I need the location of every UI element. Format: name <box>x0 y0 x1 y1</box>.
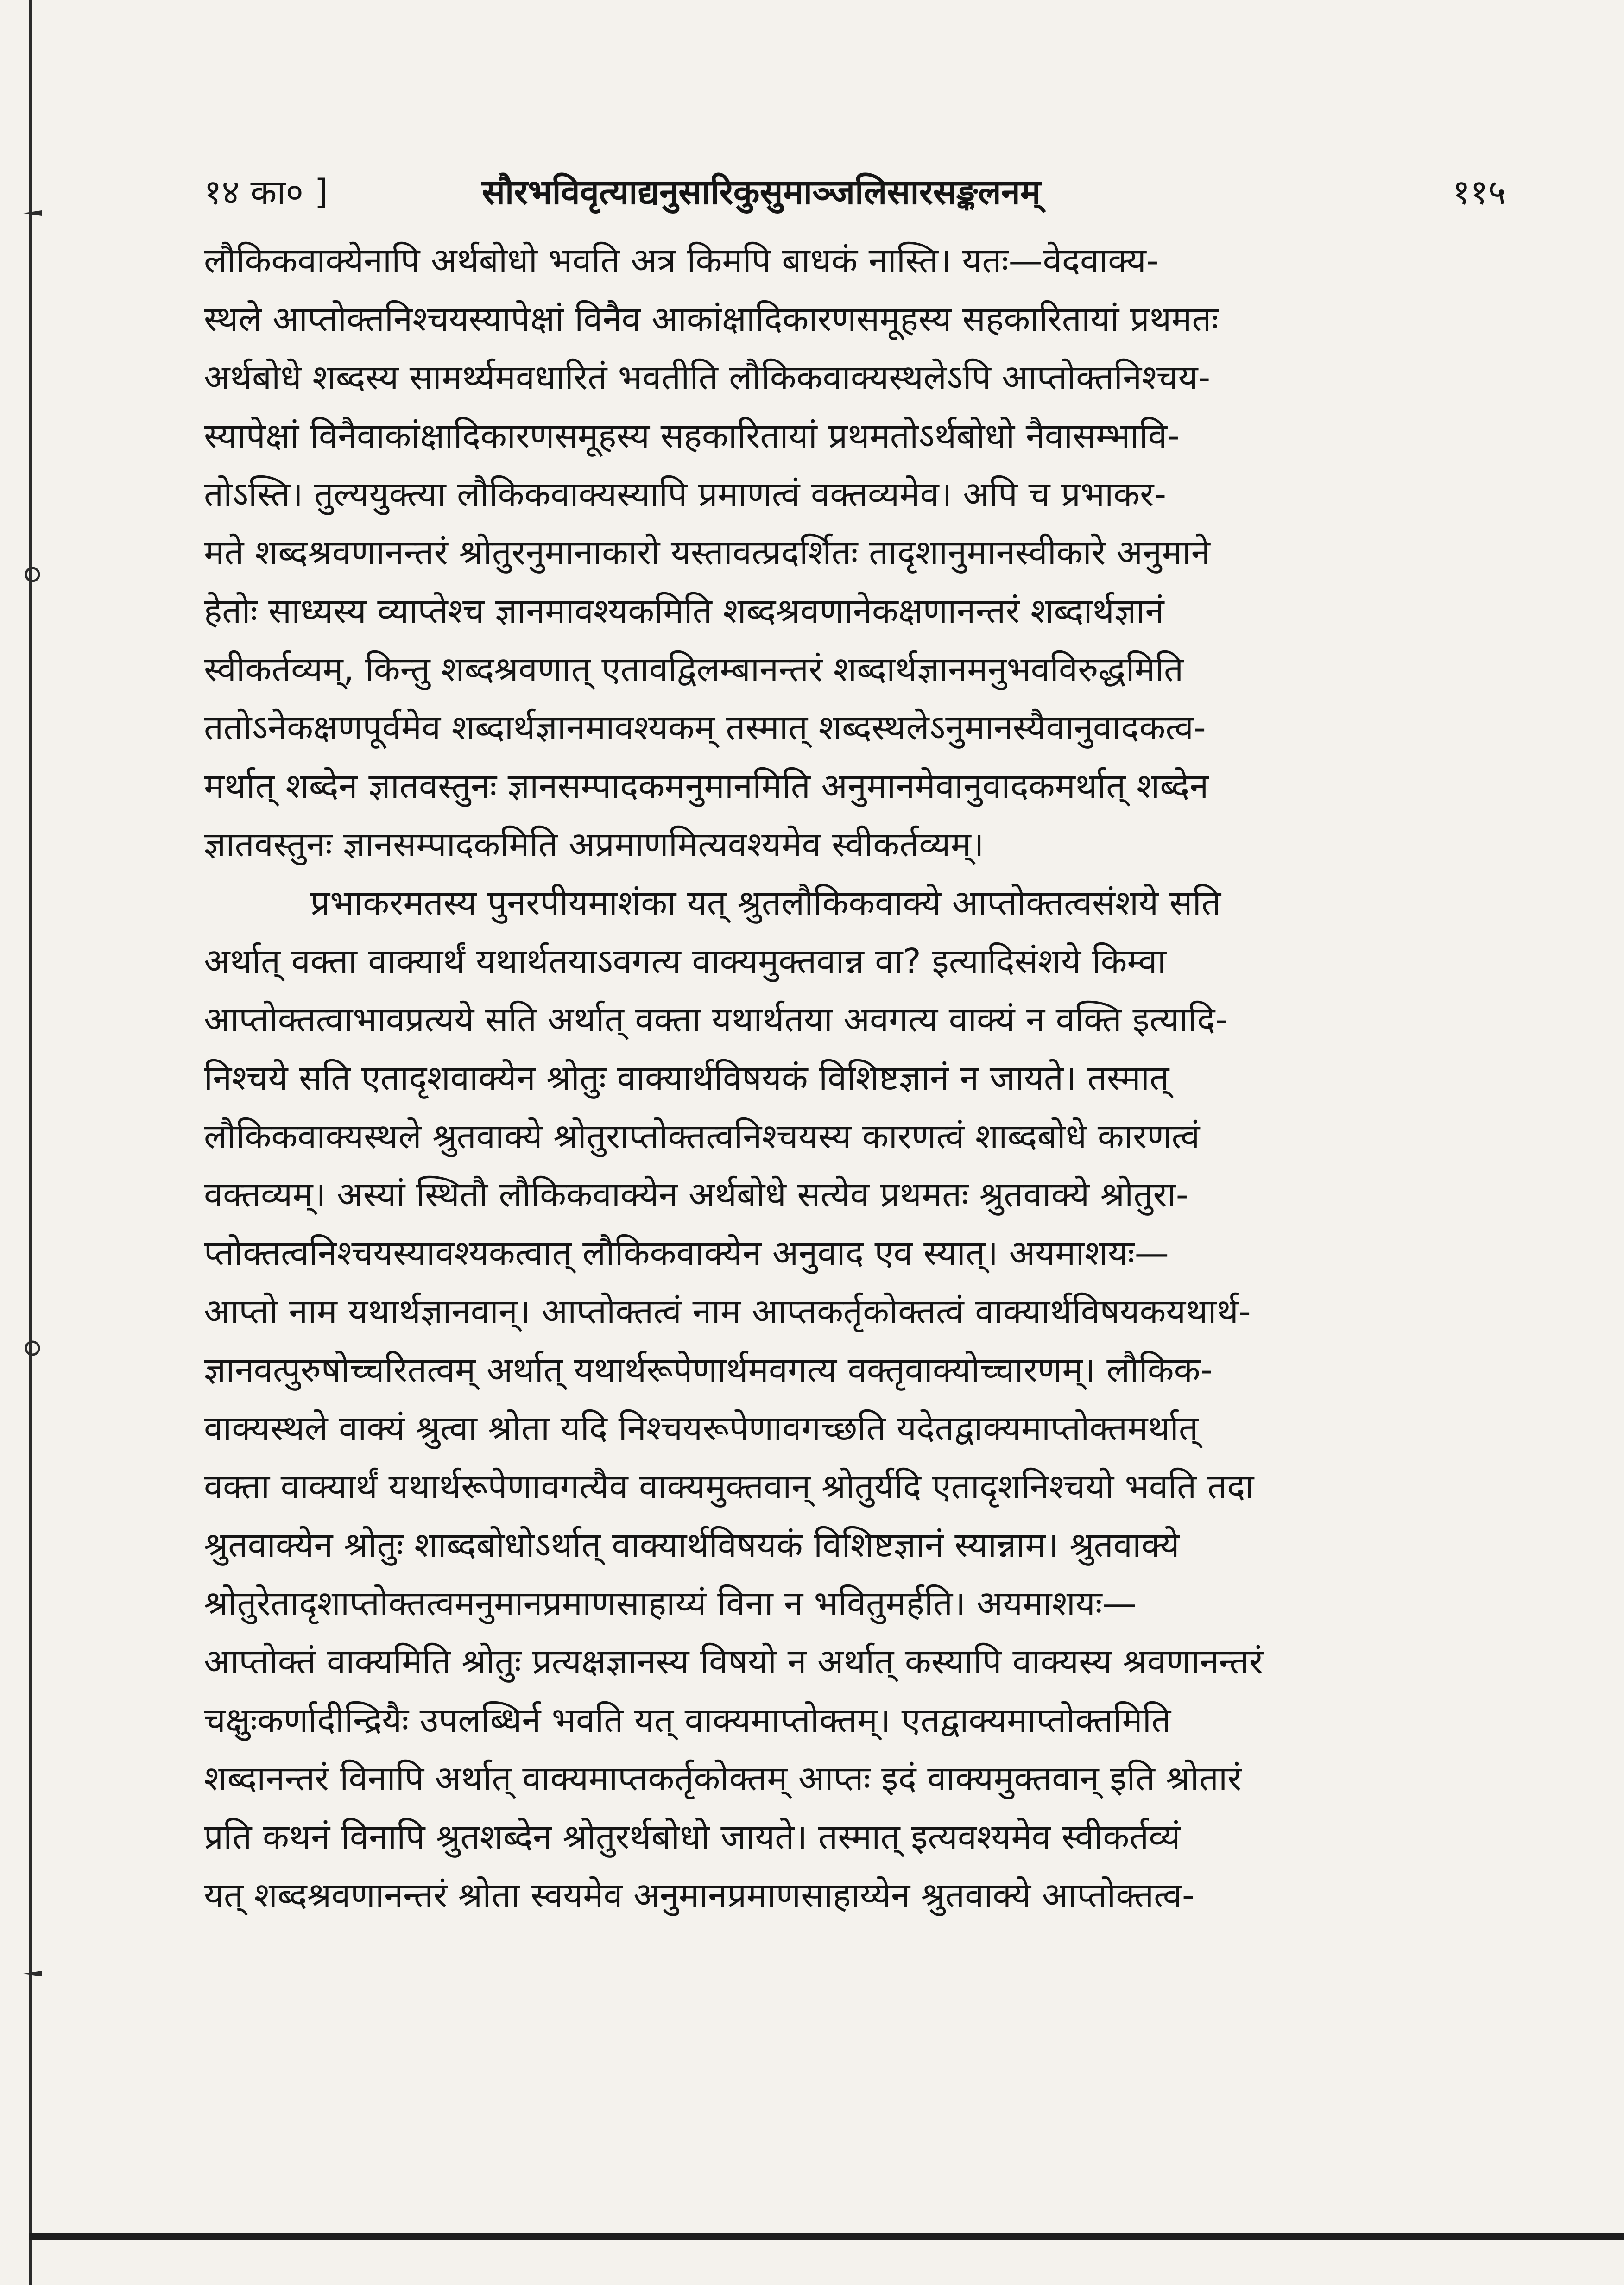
text-line: मर्थात् शब्देन ज्ञातवस्तुनः ज्ञानसम्पादकमनुमानमिति अनुमानमेवानुवादकमर्थात् शब्देन <box>204 766 1209 806</box>
bottom-edge-rule <box>29 2233 1624 2240</box>
text-line: प्रति कथनं विनापि श्रुतशब्देन श्रोतुरर्थबोधो जायते। तस्मात् इत्यवश्यमेव स्वीकर्तव्यं <box>204 1817 1181 1857</box>
binding-edge-line <box>29 0 32 2285</box>
text-line: स्वीकर्तव्यम्, किन्तु शब्दश्रवणात् एतावद्विलम्बानन्तरं शब्दार्थज्ञानमनुभवविरुद्धमिति <box>204 650 1184 689</box>
text-line: यत् शब्दश्रवणानन्तरं श्रोता स्वयमेव अनुमानप्रमाणसाहाय्येन श्रुतवाक्ये आप्तोक्तत्व- <box>204 1875 1194 1915</box>
text-line: ज्ञानवत्पुरुषोच्चरितत्वम् अर्थात् यथार्थरूपेणार्थमवगत्य वक्तृवाक्योच्चारणम्। लौकिक- <box>204 1350 1213 1390</box>
binding-notch-icon <box>19 1960 46 1988</box>
binding-ring-icon <box>19 1334 46 1362</box>
text-line: आप्तोक्तं वाक्यमिति श्रोतुः प्रत्यक्षज्ञानस्य विषयो न अर्थात् कस्यापि वाक्यस्य श्रवणानन्तरं <box>204 1642 1263 1682</box>
text-line: आप्तोक्तत्वाभावप्रत्यये सति अर्थात् वक्ता यथार्थतया अवगत्य वाक्यं न वक्ति इत्यादि- <box>204 1000 1228 1040</box>
body-text <box>204 232 1506 1925</box>
text-line: लौकिकवाक्येनापि अर्थबोधो भवति अत्र किमपि बाधकं नास्ति। यतः—वेदवाक्य- <box>204 241 1159 281</box>
text-line: अर्थात् वक्ता वाक्यार्थं यथार्थतयाऽवगत्य वाक्यमुक्तवान्न वा? इत्यादिसंशये किम्वा <box>204 941 1166 981</box>
section-marker: १४ का० ] <box>204 172 328 212</box>
text-line: प्तोक्तत्वनिश्चयस्यावश्यकत्वात् लौकिकवाक्येन अनुवाद एव स्यात्। अयमाशयः— <box>204 1233 1169 1273</box>
text-line: स्यापेक्षां विनैवाकांक्षादिकारणसमूहस्य सहकारितायां प्रथमतोऽर्थबोधो नैवासम्भावि- <box>204 416 1180 456</box>
page-number: ११५ <box>1452 172 1506 212</box>
text-line: निश्चये सति एतादृशवाक्येन श्रोतुः वाक्यार्थविषयकं विशिष्टज्ञानं न जायते। तस्मात् <box>204 1058 1169 1098</box>
text-line: श्रुतवाक्येन श्रोतुः शाब्दबोधोऽर्थात् वाक्यार्थविषयकं विशिष्टज्ञानं स्यान्नाम। श्रुतवाक्ये <box>204 1525 1180 1565</box>
text-line: लौकिकवाक्यस्थले श्रुतवाक्ये श्रोतुराप्तोक्तत्वनिश्चयस्य कारणत्वं शाब्दबोधे कारणत्वं <box>204 1117 1200 1156</box>
text-line: ज्ञातवस्तुनः ज्ञानसम्पादकमिति अप्रमाणमित्यवश्यमेव स्वीकर्तव्यम्। <box>204 825 984 865</box>
text-line: तोऽस्ति। तुल्ययुक्त्या लौकिकवाक्यस्यापि प्रमाणत्वं वक्तव्यमेव। अपि च प्रभाकर- <box>204 474 1167 514</box>
text-line: चक्षुःकर्णादीन्द्रियैः उपलब्धिर्न भवति यत् वाक्यमाप्तोक्तम्। एतद्वाक्यमाप्तोक्तमिति <box>204 1700 1171 1740</box>
binding-ring-icon <box>19 561 46 588</box>
text-line: अर्थबोधे शब्दस्य सामर्थ्यमवधारितं भवतीति लौकिकवाक्यस्थलेऽपि आप्तोक्तनिश्चय- <box>204 358 1211 398</box>
text-line: ततोऽनेकक्षणपूर्वमेव शब्दार्थज्ञानमावश्यकम् तस्मात् शब्दस्थलेऽनुमानस्यैवानुवादकत्व- <box>204 708 1206 748</box>
paragraph-start-line: प्रभाकरमतस्य पुनरपीयमाशंका यत् श्रुतलौकिकवाक्ये आप्तोक्तत्वसंशये सति <box>310 883 1221 923</box>
text-line: वक्तव्यम्। अस्यां स्थितौ लौकिकवाक्येन अर्थबोधे सत्येव प्रथमतः श्रुतवाक्ये श्रोतुरा- <box>204 1175 1188 1215</box>
text-line: शब्दानन्तरं विनापि अर्थात् वाक्यमाप्तकर्तृकोक्तम् आप्तः इदं वाक्यमुक्तवान् इति श्रोतारं <box>204 1759 1242 1799</box>
text-line: आप्तो नाम यथार्थज्ञानवान्। आप्तोक्तत्वं नाम आप्तकर्तृकोक्तत्वं वाक्यार्थविषयकयथार्थ- <box>204 1292 1251 1332</box>
text-line: वक्ता वाक्यार्थं यथार्थरूपेणावगत्यैव वाक्यमुक्तवान् श्रोतुर्यदि एतादृशनिश्चयो भवति तदा <box>204 1467 1254 1507</box>
text-line: हेतोः साध्यस्य व्याप्तेश्च ज्ञानमावश्यकमिति शब्दश्रवणानेकक्षणानन्तरं शब्दार्थज्ञानं <box>204 591 1164 631</box>
text-line: श्रोतुरेतादृशाप्तोक्तत्वमनुमानप्रमाणसाहाय्यं विना न भवितुमर्हति। अयमाशयः— <box>204 1584 1137 1623</box>
text-line: स्थले आप्तोक्तनिश्चयस्यापेक्षां विनैव आकांक्षादिकारणसमूहस्य सहकारितायां प्रथमतः <box>204 299 1219 339</box>
text-line: वाक्यस्थले वाक्यं श्रुत्वा श्रोता यदि निश्चयरूपेणावगच्छति यदेतद्वाक्यमाप्तोक्तमर्थात् <box>204 1408 1199 1448</box>
running-header <box>204 167 1506 218</box>
running-title: सौरभविवृत्याद्यनुसारिकुसुमाञ्जलिसारसङ्कलनम् <box>482 172 1041 212</box>
binding-notch-icon <box>19 199 46 227</box>
text-line: मते शब्दश्रवणानन्तरं श्रोतुरनुमानाकारो यस्तावत्प्रदर्शितः तादृशानुमानस्वीकारे अनुमाने <box>204 533 1210 573</box>
